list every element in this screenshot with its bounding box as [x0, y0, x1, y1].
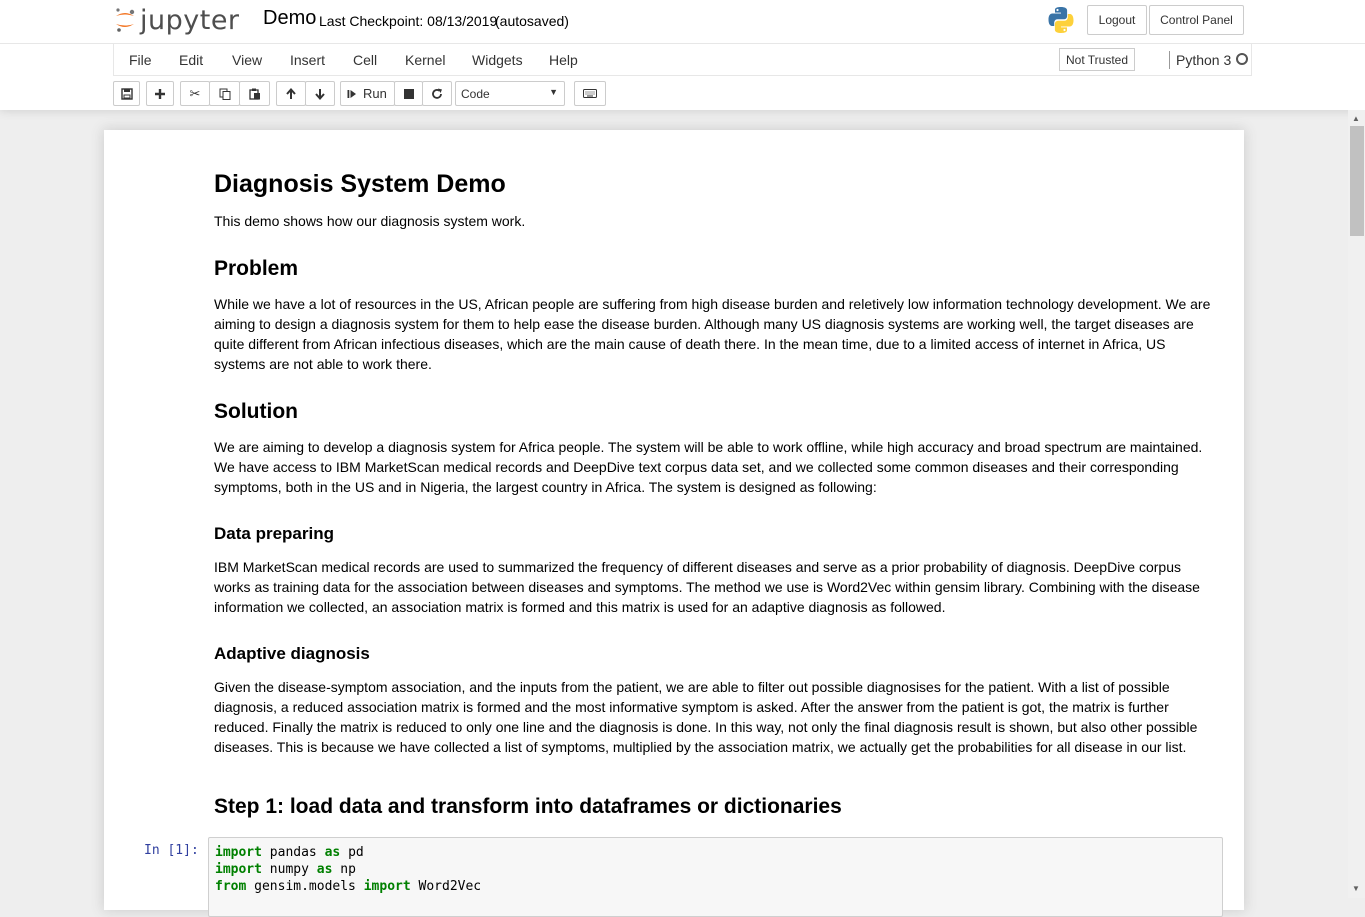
python-logo-icon	[1046, 5, 1076, 35]
kernel-name[interactable]: Python 3	[1176, 52, 1232, 68]
move-up-button[interactable]	[276, 81, 306, 106]
menu-widgets[interactable]: Widgets	[472, 52, 523, 68]
header-row	[0, 0, 1365, 44]
control-panel-button[interactable]: Control Panel	[1149, 5, 1244, 35]
data-preparing-heading: Data preparing	[214, 524, 334, 543]
scrollbar-thumb[interactable]	[1350, 126, 1364, 236]
solution-heading: Solution	[214, 400, 298, 423]
caret-down-icon: ▼	[549, 87, 558, 97]
copy-icon	[219, 88, 231, 100]
notebook-title: Diagnosis System Demo	[214, 170, 506, 198]
not-trusted-button[interactable]: Not Trusted	[1059, 48, 1135, 71]
notebook-name[interactable]: Demo	[263, 7, 317, 29]
menu-cell[interactable]: Cell	[353, 52, 378, 68]
cell-type-select[interactable]	[455, 81, 565, 106]
code-cell-input[interactable]	[208, 837, 1223, 917]
jupyter-logo[interactable]	[114, 2, 240, 38]
paste-cell-button[interactable]	[239, 81, 270, 106]
cell-type-value: Code	[461, 86, 490, 101]
insert-cell-button[interactable]	[146, 81, 174, 106]
autosave-status: (autosaved)	[495, 13, 569, 29]
kernel-separator	[1169, 51, 1170, 69]
save-button[interactable]	[113, 81, 140, 106]
jupyter-logo-icon	[114, 7, 136, 33]
scroll-up-icon[interactable]: ▲	[1352, 114, 1360, 123]
input-prompt: In [1]:	[144, 843, 199, 858]
copy-cell-button[interactable]	[209, 81, 240, 106]
menu-kernel[interactable]: Kernel	[405, 52, 446, 68]
notebook-header	[0, 0, 1365, 110]
step1-heading: Step 1: load data and transform into dataframes or dictionaries	[214, 795, 842, 818]
interrupt-kernel-button[interactable]	[394, 81, 423, 106]
kernel-idle-icon	[1236, 53, 1248, 65]
arrow-down-icon	[314, 88, 326, 100]
run-button-label: Run	[363, 86, 387, 101]
keyboard-icon	[583, 89, 597, 98]
code-line: from gensim.models import Word2Vec	[215, 879, 482, 894]
code-line: import numpy as np	[215, 862, 356, 877]
arrow-up-icon	[285, 88, 297, 100]
run-button[interactable]	[340, 81, 395, 106]
logout-button[interactable]: Logout	[1087, 5, 1147, 35]
scissors-icon: ✂	[189, 85, 201, 101]
stop-icon	[404, 89, 414, 99]
menu-file[interactable]: File	[129, 52, 152, 68]
step-forward-icon	[347, 89, 357, 99]
last-checkpoint: Last Checkpoint: 08/13/2019	[319, 13, 498, 29]
move-down-button[interactable]	[305, 81, 335, 106]
restart-kernel-button[interactable]	[422, 81, 452, 106]
menu-insert[interactable]: Insert	[290, 52, 326, 68]
intro-text: This demo shows how our diagnosis system work.	[214, 213, 526, 229]
adaptive-diagnosis-heading: Adaptive diagnosis	[214, 644, 370, 663]
scroll-down-icon[interactable]: ▼	[1352, 884, 1360, 893]
paste-icon	[249, 88, 261, 100]
jupyter-logo-text: jupyter	[140, 4, 240, 36]
menu-edit[interactable]: Edit	[179, 52, 204, 68]
problem-heading: Problem	[214, 257, 299, 280]
command-palette-button[interactable]	[574, 81, 606, 106]
adaptive-diagnosis-text: Given the disease-symptom association, and the inputs from the patient, we are able to filter out possible diagnosises for the patient. With a list of possible diagnosis, a reduced association matrix is formed and the most informative symptom is asked. After the answer from the patient is got, the matrix is further reduced. Finally the matrix is reduced to only one line and the diagnosis is done. In this way, not only the final diagnosis result is shown, but also other possible diseases. This is because we have collected a list of symptoms, multiplied by the association matrix, we actually get the probabilities for all disease in our list.	[214, 679, 1198, 755]
problem-text: While we have a lot of resources in the US, African people are suffering from high disease burden and reletively low information technology development. We are aiming to design a diagnosis system for them to help ease the disease burden. Although many US diagnosis systems are working well, the target diseases are quite different from African infectious diseases, which are the main cause of death there. In the mean time, due to a limited access of internet in Africa, US systems are not able to work there.	[214, 296, 1211, 372]
data-preparing-text: IBM MarketScan medical records are used to summarized the frequency of different diseases and serve as a prior probability of diagnosis. DeepDive corpus works as training data for the association between diseases and symptoms. The method we use is Word2Vec within gensim library. Combining with the disease information we collected, an association matrix is formed and this matrix is used for an adaptive diagnosis as followed.	[214, 559, 1200, 615]
save-icon	[121, 88, 133, 100]
refresh-icon	[431, 88, 443, 100]
menu-help[interactable]: Help	[549, 52, 578, 68]
menubar	[113, 44, 1252, 76]
menu-view[interactable]: View	[232, 52, 263, 68]
notebook-container	[104, 130, 1244, 910]
cut-cell-button[interactable]	[180, 81, 210, 106]
solution-text: We are aiming to develop a diagnosis system for Africa people. The system will be able to work offline, while high accuracy and broad spectrum are maintained. We have access to IBM MarketScan medical records and DeepDive text corpus data set, and we collected some common diseases and their corresponding symptoms, both in the US and in Nigeria, the largest country in Africa. The system is designed as following:	[214, 439, 1203, 495]
code-line: import pandas as pd	[215, 845, 364, 860]
plus-icon	[154, 88, 166, 100]
